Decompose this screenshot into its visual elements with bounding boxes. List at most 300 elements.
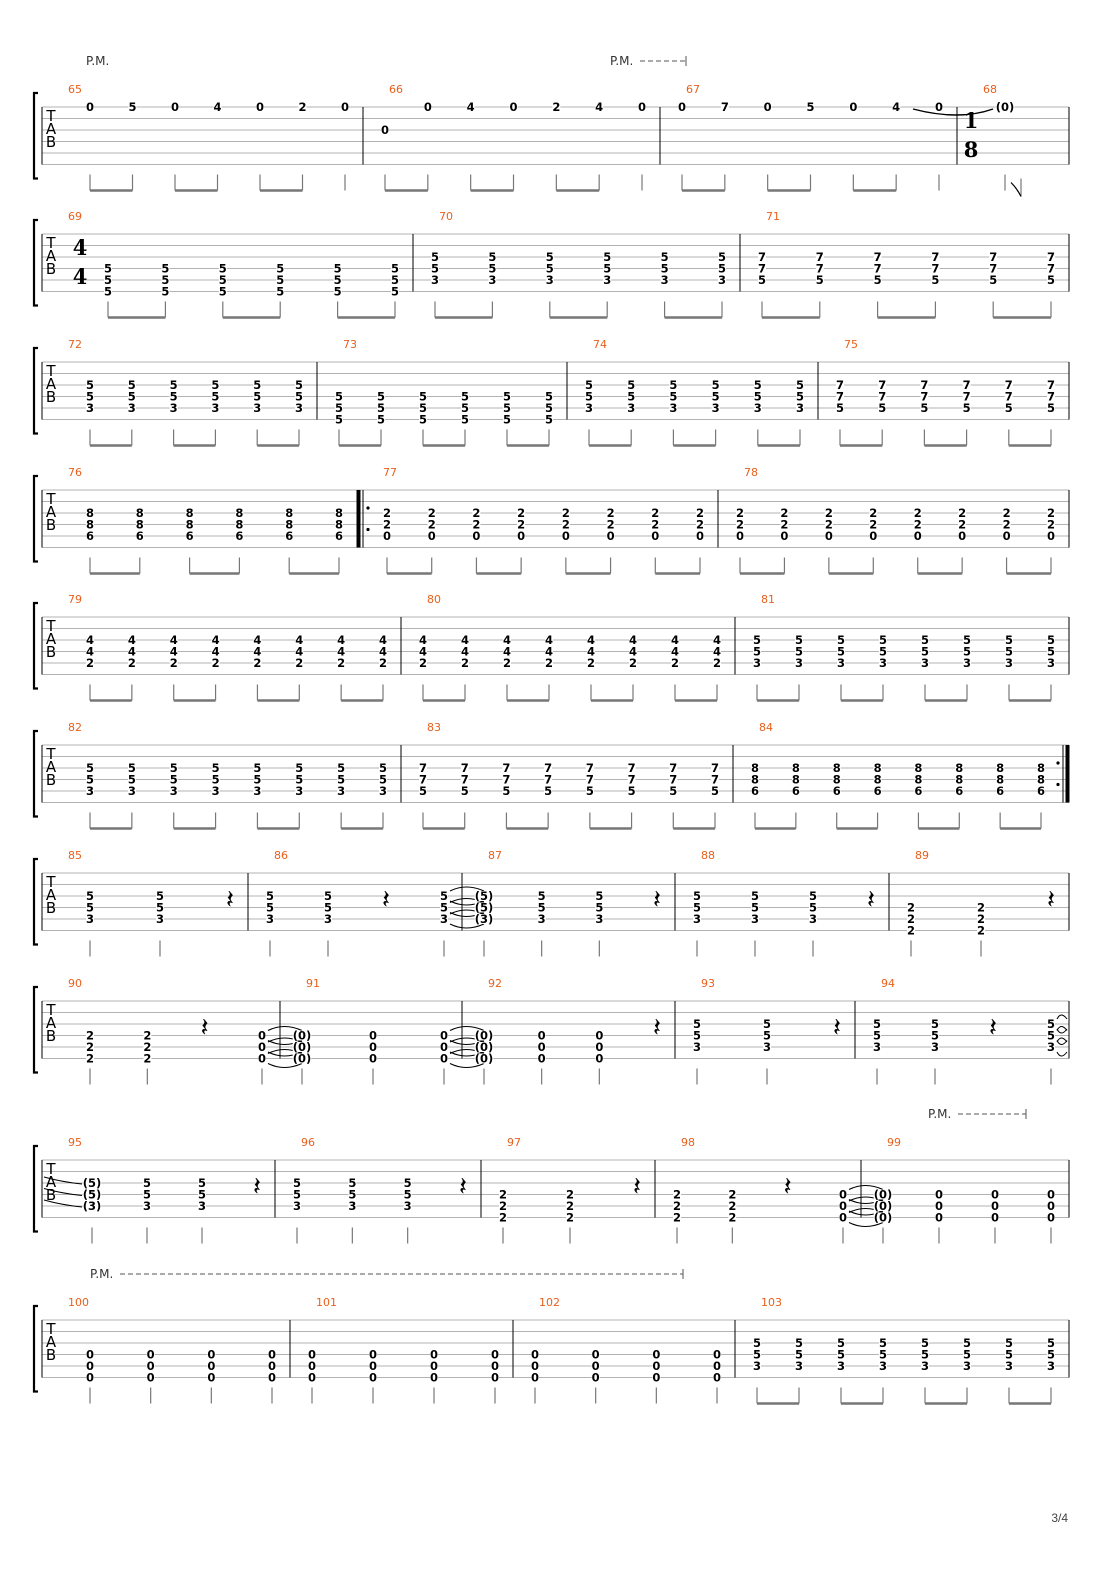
fret-number: 5 — [920, 1347, 930, 1362]
fret-number: 7 — [460, 772, 469, 787]
fret-number: 5 — [295, 772, 304, 787]
fret-number: 4 — [127, 644, 136, 659]
fret-number: 5 — [103, 261, 113, 276]
fret-number: 5 — [390, 284, 400, 299]
fret-number: 5 — [169, 761, 178, 775]
fret-number: 5 — [390, 261, 400, 276]
fret-number: 5 — [717, 250, 727, 264]
tab-clef-letter: A — [45, 758, 57, 776]
fret-number: 2 — [382, 517, 392, 532]
repeat-end-thick — [1066, 745, 1070, 803]
fret-number: 5 — [294, 378, 304, 392]
fret-number: 6 — [1036, 784, 1046, 798]
tab-clef-letter: T — [46, 362, 56, 380]
fret-number: 0 — [838, 1210, 848, 1225]
fret-number: 0 — [207, 1359, 216, 1373]
fret-number: 3 — [142, 1199, 152, 1213]
fret-number: 0 — [537, 1051, 546, 1066]
fret-number: 2 — [498, 1187, 508, 1202]
tie-arc — [1057, 1029, 1067, 1033]
fret-number: 3 — [752, 1359, 762, 1373]
fret-number: 8 — [235, 517, 244, 532]
fret-number: (5) — [474, 889, 494, 903]
tab-clef-letter: B — [45, 516, 57, 534]
fret-number: 4 — [460, 633, 470, 647]
fret-number: 0 — [712, 1370, 722, 1385]
system-bracket — [34, 987, 38, 1073]
tab-clef-letter: T — [46, 1001, 56, 1019]
fret-number: 5 — [692, 1017, 702, 1031]
fret-number: 5 — [692, 1028, 702, 1043]
fret-number: 3 — [127, 401, 136, 415]
fret-number: 3 — [537, 912, 546, 926]
fret-number: 3 — [197, 1199, 207, 1213]
fret-number: 0 — [307, 1359, 317, 1373]
fret-number: 0 — [85, 1347, 95, 1362]
measure-number: 95 — [68, 1136, 82, 1149]
quarter-rest: 𝄽 — [253, 1172, 261, 1202]
fret-number: 5 — [752, 1347, 762, 1362]
fret-number: 7 — [757, 261, 767, 276]
fret-number: 0 — [207, 1370, 216, 1385]
fret-number: 7 — [1004, 378, 1013, 392]
fret-number: 3 — [127, 784, 136, 798]
tab-clef-letter: A — [45, 120, 57, 138]
fret-number: 5 — [430, 250, 440, 264]
fret-number: 7 — [920, 389, 929, 404]
fret-number: 5 — [169, 378, 178, 392]
fret-number: 5 — [334, 401, 344, 415]
measure — [68, 977, 302, 1085]
fret-number: 7 — [544, 761, 553, 775]
fret-number: 8 — [185, 517, 194, 532]
fret-number: 8 — [135, 506, 144, 520]
repeat-start-thick — [357, 490, 361, 548]
fret-number: 3 — [253, 401, 262, 415]
fret-number: 0 — [85, 1359, 95, 1373]
fret-number: 6 — [914, 784, 923, 798]
fret-number: 2 — [824, 517, 833, 532]
tab-clef-letter: T — [46, 745, 56, 763]
fret-number: 3 — [752, 656, 762, 670]
fret-number: 0 — [712, 1359, 722, 1373]
fret-number: 5 — [155, 900, 165, 915]
fret-number: 0 — [934, 1199, 944, 1213]
fret-number: 5 — [931, 273, 940, 287]
fret-number: 6 — [873, 784, 882, 798]
fret-number: 2 — [958, 517, 967, 532]
fret-number: 5 — [127, 389, 136, 404]
fret-number: (0) — [474, 1040, 494, 1054]
fret-number: 5 — [544, 784, 553, 798]
fret-number: 5 — [603, 261, 612, 276]
measure-number: 71 — [766, 210, 780, 223]
fret-number: 7 — [878, 389, 887, 404]
fret-number: 0 — [257, 1040, 267, 1054]
fret-number: 2 — [824, 506, 833, 520]
fret-number: 5 — [460, 412, 470, 427]
fret-number: 5 — [808, 889, 818, 903]
fret-number: 6 — [285, 529, 294, 543]
fret-number: 2 — [651, 517, 660, 532]
fret-number: 5 — [253, 772, 262, 787]
fret-number: 2 — [1046, 517, 1056, 532]
fret-number: 5 — [762, 1028, 772, 1043]
fret-number: 4 — [337, 644, 346, 659]
fret-number: 2 — [906, 900, 916, 915]
fret-number: 2 — [670, 656, 680, 670]
fret-number: 7 — [502, 772, 511, 787]
fret-number: 3 — [717, 273, 727, 287]
fret-number: 5 — [211, 378, 220, 392]
fret-number: 2 — [498, 1199, 508, 1213]
fret-number: 0 — [429, 1370, 439, 1385]
fret-number: 0 — [307, 1347, 317, 1362]
fret-number: 0 — [530, 1347, 540, 1362]
tab-clef-letter: A — [45, 503, 57, 521]
tab-clef-letter: A — [45, 375, 57, 393]
fret-number: 2 — [780, 517, 789, 532]
fret-number: 5 — [930, 1017, 940, 1031]
fret-number: 4 — [169, 644, 178, 659]
fret-number: 0 — [652, 1347, 661, 1362]
measure-number: 69 — [68, 210, 82, 223]
fret-number: 5 — [752, 644, 762, 659]
fret-number: 2 — [728, 1199, 737, 1213]
fret-number: 5 — [403, 1176, 412, 1190]
tab-clef-letter: B — [45, 643, 57, 661]
fret-number: 5 — [276, 273, 285, 287]
fret-number: 7 — [585, 761, 594, 775]
palm-mute-label: P.M. — [610, 54, 634, 68]
fret-number: 3 — [920, 656, 930, 670]
fret-number: 4 — [418, 644, 428, 659]
measure-number: 76 — [68, 466, 82, 479]
quarter-rest: 𝄽 — [633, 1172, 641, 1202]
fret-number: 5 — [439, 900, 449, 915]
fret-number: 3 — [836, 656, 846, 670]
fret-number: 2 — [143, 1040, 152, 1054]
fret-number: 0 — [146, 1359, 155, 1373]
fret-number: 5 — [85, 761, 95, 775]
fret-number: 5 — [128, 100, 137, 114]
system-bracket — [34, 1306, 38, 1392]
palm-mute-label: P.M. — [928, 1107, 952, 1121]
fret-number: 5 — [103, 273, 113, 287]
fret-number: 5 — [211, 772, 220, 787]
fret-number: 2 — [85, 1040, 95, 1054]
fret-number: 7 — [962, 378, 971, 392]
fret-number: 6 — [85, 529, 95, 543]
fret-number: 6 — [135, 529, 144, 543]
measure — [68, 338, 303, 446]
fret-number: 5 — [276, 284, 285, 299]
fret-number: (5) — [82, 1176, 102, 1190]
time-signature-top: 4 — [72, 235, 88, 260]
fret-number: 4 — [628, 644, 638, 659]
fret-number: 3 — [962, 656, 972, 670]
fret-number: 2 — [565, 1187, 575, 1202]
fret-number: 2 — [298, 100, 307, 114]
fret-number: 0 — [257, 1051, 267, 1066]
fret-number: 2 — [565, 1210, 575, 1225]
quarter-rest: 𝄽 — [459, 1172, 467, 1202]
tab-clef-letter: T — [46, 617, 56, 635]
fret-number: 5 — [488, 261, 497, 276]
fret-number: 2 — [695, 506, 705, 520]
fret-number: 3 — [265, 912, 275, 926]
fret-number: 5 — [1004, 1336, 1014, 1350]
measure-number: 90 — [68, 977, 82, 990]
fret-number: 2 — [976, 923, 986, 938]
measure — [293, 977, 484, 1085]
measure — [44, 1136, 261, 1244]
fret-number: 5 — [337, 772, 346, 787]
fret-number: 5 — [1046, 1017, 1056, 1031]
fret-number: 3 — [627, 401, 636, 415]
fret-number: 4 — [378, 633, 388, 647]
measure-number: 93 — [701, 977, 715, 990]
quarter-rest: 𝄽 — [653, 1013, 661, 1043]
fret-number: 7 — [460, 761, 469, 775]
measure-number: 81 — [761, 593, 775, 606]
tie-arc — [1057, 1041, 1067, 1045]
fret-number: 4 — [712, 633, 722, 647]
fret-number: 0 — [368, 1359, 378, 1373]
measure-number: 98 — [681, 1136, 695, 1149]
fret-number: 5 — [348, 1187, 357, 1202]
fret-number: 0 — [257, 1028, 267, 1043]
fret-number: 3 — [794, 1359, 804, 1373]
measure-number: 96 — [301, 1136, 315, 1149]
fret-number: 0 — [368, 1051, 378, 1066]
fret-number: 5 — [1004, 1347, 1014, 1362]
fret-number: (0) — [873, 1187, 893, 1202]
fret-number: 5 — [218, 273, 227, 287]
fret-number: 3 — [1046, 1040, 1056, 1054]
fret-number: 8 — [873, 772, 882, 787]
fret-number: 7 — [710, 761, 720, 775]
measure — [266, 849, 484, 957]
fret-number: 0 — [85, 1370, 95, 1385]
fret-number: 5 — [292, 1187, 302, 1202]
fret-number: 2 — [427, 517, 436, 532]
measure — [308, 1296, 499, 1404]
fret-number: 5 — [1004, 401, 1013, 415]
fret-number: 0 — [146, 1347, 155, 1362]
fret-number: 0 — [869, 529, 878, 543]
measure — [475, 849, 661, 957]
fret-number: 5 — [1004, 633, 1014, 647]
fret-number: 3 — [85, 401, 95, 415]
fret-number: 5 — [584, 389, 594, 404]
fret-number: 2 — [606, 517, 615, 532]
palm-mute-label: P.M. — [86, 54, 110, 68]
fret-number: 3 — [155, 912, 165, 926]
system-bracket — [34, 348, 38, 434]
fret-number: 8 — [955, 761, 964, 775]
fret-number: 0 — [780, 529, 789, 543]
fret-number: 5 — [323, 889, 333, 903]
fret-number: 4 — [595, 100, 604, 114]
fret-number: 5 — [161, 261, 170, 276]
fret-number: 5 — [752, 633, 762, 647]
fret-number: 5 — [333, 284, 342, 299]
quarter-rest: 𝄽 — [1047, 885, 1055, 915]
measure — [753, 1296, 1055, 1404]
quarter-rest: 𝄽 — [833, 1013, 841, 1043]
fret-number: 7 — [418, 772, 428, 787]
fret-number: 8 — [873, 761, 882, 775]
tab-system — [34, 466, 1069, 574]
fret-number: 8 — [235, 506, 244, 520]
fret-number: 5 — [85, 772, 95, 787]
tab-system — [34, 721, 1069, 829]
fret-number: 5 — [502, 401, 512, 415]
quarter-rest: 𝄽 — [867, 885, 875, 915]
measure — [751, 721, 1069, 829]
fret-number: (0) — [292, 1028, 312, 1043]
fret-number: 5 — [169, 389, 178, 404]
measure-number: 83 — [427, 721, 441, 734]
fret-number: 5 — [627, 784, 636, 798]
fret-number: 0 — [958, 529, 967, 543]
measure-number: 77 — [383, 466, 397, 479]
fret-number: 5 — [669, 784, 678, 798]
fret-number: 5 — [103, 284, 113, 299]
fret-number: 2 — [780, 506, 789, 520]
fret-number: 0 — [307, 1370, 317, 1385]
tab-system — [34, 593, 1069, 701]
fret-number: 0 — [490, 1370, 500, 1385]
fret-number: 7 — [710, 772, 720, 787]
fret-number: 4 — [295, 644, 304, 659]
fret-number: 4 — [295, 633, 304, 647]
fret-number: 5 — [544, 389, 554, 404]
fret-number: 5 — [376, 412, 386, 427]
note-flag — [1011, 183, 1021, 197]
fret-number: 6 — [791, 784, 800, 798]
fret-number: 2 — [498, 1210, 508, 1225]
measure — [293, 1136, 467, 1244]
fret-number: 0 — [595, 1028, 604, 1043]
tab-system — [34, 849, 1069, 957]
fret-number: 5 — [378, 772, 388, 787]
fret-number: 3 — [836, 1359, 846, 1373]
tie-arc — [1057, 1015, 1067, 1019]
fret-number: 2 — [544, 656, 554, 670]
fret-number: 4 — [628, 633, 638, 647]
fret-number: 0 — [509, 100, 518, 114]
measure-number: 85 — [68, 849, 82, 862]
fret-number: 0 — [380, 123, 390, 137]
fret-number: 5 — [142, 1176, 152, 1190]
fret-number: 5 — [169, 772, 178, 787]
fret-number: 5 — [595, 900, 604, 915]
fret-number: 5 — [710, 784, 720, 798]
repeat-dot — [366, 506, 369, 509]
fret-number: 0 — [652, 1370, 661, 1385]
fret-number: 5 — [439, 889, 449, 903]
fret-number: 0 — [267, 1370, 277, 1385]
measure-number: 103 — [761, 1296, 782, 1309]
fret-number: 7 — [920, 378, 929, 392]
fret-number: 3 — [669, 401, 678, 415]
measure-number: 79 — [68, 593, 82, 606]
fret-number: 5 — [962, 401, 971, 415]
fret-number: 0 — [1046, 1199, 1056, 1213]
fret-number: 5 — [197, 1187, 207, 1202]
fret-number: 0 — [439, 1051, 449, 1066]
fret-number: 0 — [735, 529, 745, 543]
fret-number: 5 — [872, 1028, 882, 1043]
fret-number: 5 — [378, 761, 388, 775]
fret-number: 8 — [85, 517, 95, 532]
fret-number: 4 — [586, 633, 596, 647]
system-bracket — [34, 603, 38, 689]
fret-number: 5 — [794, 1336, 804, 1350]
fret-number: 0 — [990, 1199, 1000, 1213]
measure — [381, 83, 646, 191]
tab-system — [34, 54, 1069, 197]
time-signature-bottom: 4 — [72, 264, 88, 289]
tab-clef-letter: T — [46, 234, 56, 252]
fret-number: 5 — [962, 633, 972, 647]
fret-number: 3 — [169, 784, 178, 798]
measure — [68, 210, 399, 318]
system-bracket — [34, 1146, 38, 1232]
fret-number: 5 — [544, 412, 554, 427]
measure — [68, 849, 234, 957]
fret-number: 0 — [530, 1359, 540, 1373]
fret-number: 0 — [439, 1028, 449, 1043]
fret-number: 0 — [85, 100, 95, 114]
fret-number: 2 — [337, 656, 346, 670]
fret-number: 7 — [878, 378, 887, 392]
fret-number: 5 — [878, 644, 888, 659]
fret-number: 2 — [472, 506, 481, 520]
fret-number: 3 — [808, 912, 818, 926]
fret-number: 3 — [878, 1359, 888, 1373]
fret-number: 7 — [989, 261, 998, 276]
measure-number: 92 — [488, 977, 502, 990]
fret-number: 7 — [627, 761, 636, 775]
measure-number: 102 — [539, 1296, 560, 1309]
fret-number: 5 — [878, 1347, 888, 1362]
fret-number: 3 — [294, 401, 304, 415]
fret-number: 5 — [418, 412, 428, 427]
fret-number: (5) — [82, 1187, 102, 1202]
fret-number: 3 — [169, 401, 178, 415]
fret-number: 5 — [545, 250, 554, 264]
fret-number: 5 — [595, 889, 604, 903]
fret-number: 7 — [669, 761, 678, 775]
fret-number: 3 — [430, 273, 440, 287]
fret-number: 2 — [295, 656, 304, 670]
tie-arc — [1057, 1027, 1067, 1031]
fret-number: 5 — [795, 389, 805, 404]
fret-number: 0 — [990, 1210, 1000, 1225]
fret-number: 0 — [637, 100, 647, 114]
quarter-rest: 𝄽 — [783, 1172, 792, 1202]
fret-number: 2 — [169, 656, 178, 670]
fret-number: 5 — [334, 389, 344, 404]
fret-number: 4 — [211, 633, 220, 647]
fret-number: 4 — [460, 644, 470, 659]
fret-number: 5 — [292, 1176, 302, 1190]
fret-number: (0) — [995, 100, 1015, 114]
fret-number: 2 — [127, 656, 136, 670]
